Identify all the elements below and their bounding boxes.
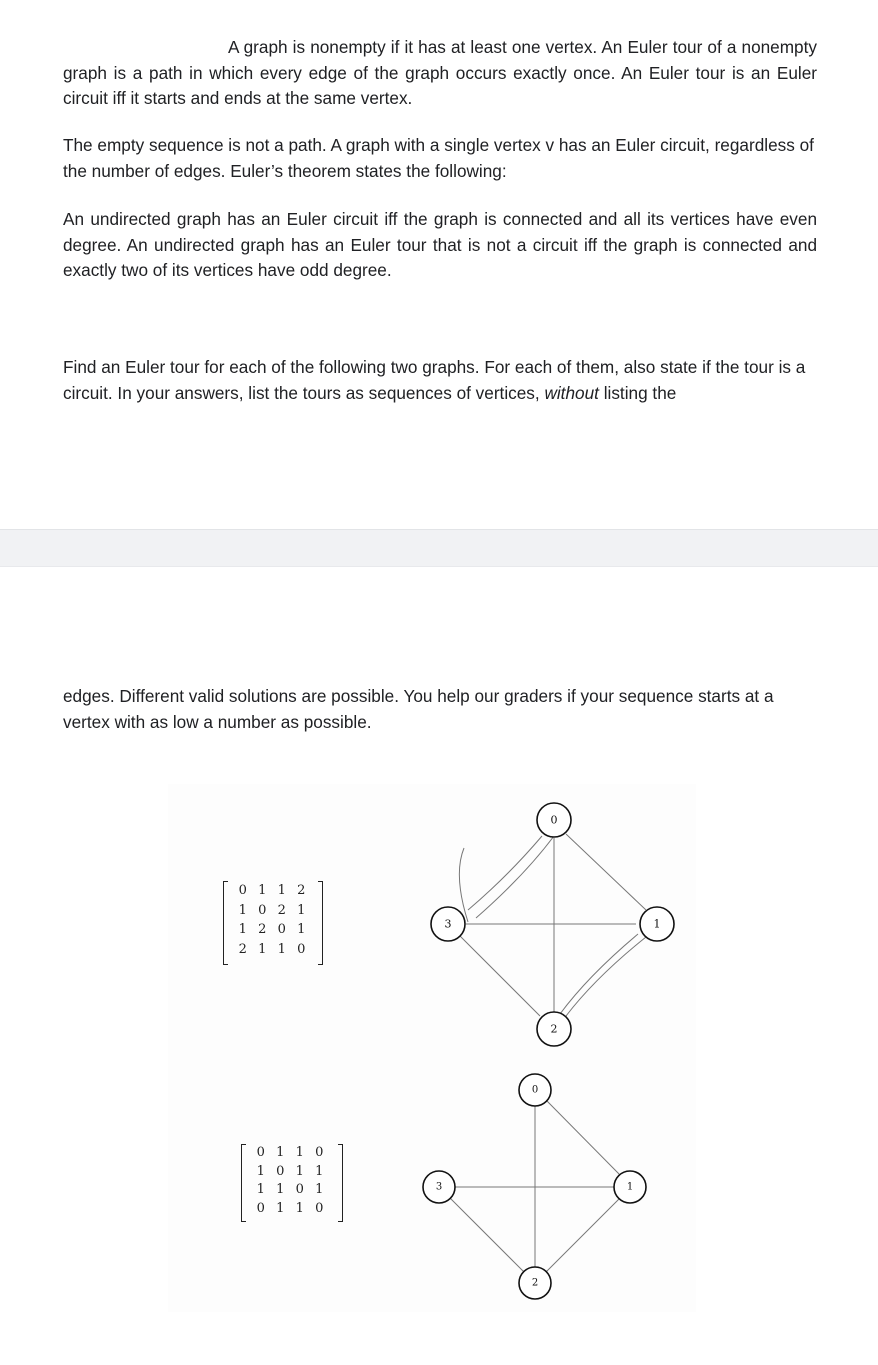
task-paragraph-part2: edges. Different valid solutions are possible. You help our graders if your sequence starts at a vertex with as low a number as possible. — [63, 686, 774, 732]
matrix-cell: 1 — [256, 1182, 265, 1197]
matrix-cell: 1 — [276, 1200, 285, 1216]
matrix-cell: 1 — [238, 902, 247, 918]
matrix-cell: 1 — [277, 883, 286, 898]
graph-1 — [431, 803, 674, 1046]
graph-1-edge-1-2 — [566, 937, 646, 1016]
matrix-cell: 2 — [238, 941, 247, 957]
matrix-cell: 1 — [258, 941, 267, 957]
matrix-cell: 0 — [295, 1182, 304, 1197]
matrix-cell: 1 — [295, 1145, 304, 1160]
task-text-after-italic: listing the — [598, 382, 677, 403]
graph-2-vertex-0-label: 0 — [531, 1084, 539, 1096]
matrix-cell: 1 — [297, 902, 306, 918]
task-text-before-italic: Find an Euler tour for each of the following two graphs. For each of them, also state if the tour is a circuit. In your answers, list the tours as sequences of vertices, — [63, 357, 806, 403]
graph-1-vertex-0-label: 0 — [550, 813, 558, 827]
graph-2-vertex-2-label: 2 — [531, 1277, 539, 1289]
graph-1-edge-0-3 — [459, 848, 468, 922]
matrix-cell: 1 — [276, 1145, 285, 1160]
matrix-cell: 0 — [256, 1200, 265, 1216]
graph-1-vertex-2-label: 2 — [550, 1022, 558, 1036]
matrix-cell: 0 — [258, 902, 267, 918]
matrix-cell: 0 — [238, 883, 247, 898]
matrix-cell: 1 — [276, 1182, 285, 1197]
matrix-cell: 1 — [277, 941, 286, 957]
graph-2-vertex-1-label: 1 — [626, 1181, 634, 1193]
matrix-cell: 1 — [238, 922, 247, 937]
paragraph-euler-theorem: An undirected graph has an Euler circuit iff the graph is connected and all its vertices have even degree. An undirected graph has an Euler tour that is not a circuit iff the graph is connected and exactly two of its vertices have odd degree. — [63, 209, 817, 281]
graph-2-edge-0-1 — [546, 1100, 621, 1176]
graph-1-edge-2-3 — [460, 936, 540, 1016]
matrix-cell: 0 — [297, 941, 306, 957]
graph-1-edge-0-1 — [566, 834, 646, 910]
graphs-drawing — [168, 784, 696, 1312]
task-italic-word: without — [544, 382, 599, 403]
graph-1-edge-1-2 — [560, 934, 638, 1014]
graphs-figure — [168, 784, 696, 1312]
graph-1-edge-0-3 — [476, 836, 554, 918]
graph-1-vertex-1-label: 1 — [653, 917, 661, 931]
task-paragraph-part1 — [63, 355, 817, 406]
matrix-cell: 2 — [297, 883, 306, 898]
matrix-cell: 1 — [297, 922, 306, 937]
matrix-cell: 1 — [295, 1200, 304, 1216]
graph-2-edge-2-3 — [450, 1198, 524, 1272]
matrix-cell: 1 — [315, 1182, 324, 1197]
matrix-cell: 2 — [258, 922, 267, 937]
matrix-cell: 0 — [315, 1200, 324, 1216]
graph-2 — [423, 1074, 646, 1299]
matrix-cell: 0 — [256, 1145, 265, 1160]
graph-1-vertex-3-label: 3 — [444, 917, 452, 931]
matrix-cell: 0 — [276, 1163, 285, 1179]
matrix-cell: 0 — [315, 1145, 324, 1160]
graph-1-edge-0-3 — [468, 836, 542, 910]
paragraph-definitions: A graph is nonempty if it has at least one vertex. An Euler tour of a nonempty graph is a path in which every edge of the graph occurs exactly once. An Euler tour is an Euler circuit iff it starts and ends at the same vertex. — [63, 37, 817, 109]
matrix-cell: 2 — [277, 902, 286, 918]
page-break-separator — [0, 529, 878, 567]
matrix-cell: 1 — [258, 883, 267, 898]
matrix-cell: 1 — [256, 1163, 265, 1179]
matrix-cell: 1 — [295, 1163, 304, 1179]
matrix-cell: 1 — [315, 1163, 324, 1179]
matrix-cell: 0 — [277, 922, 286, 937]
graph-2-edge-1-2 — [546, 1198, 620, 1272]
paragraph-empty-sequence: The empty sequence is not a path. A graph with a single vertex v has an Euler circuit, regardless of the number of edges. Euler’s theorem states the following: — [63, 135, 814, 181]
graph-2-vertex-3-label: 3 — [435, 1181, 443, 1193]
